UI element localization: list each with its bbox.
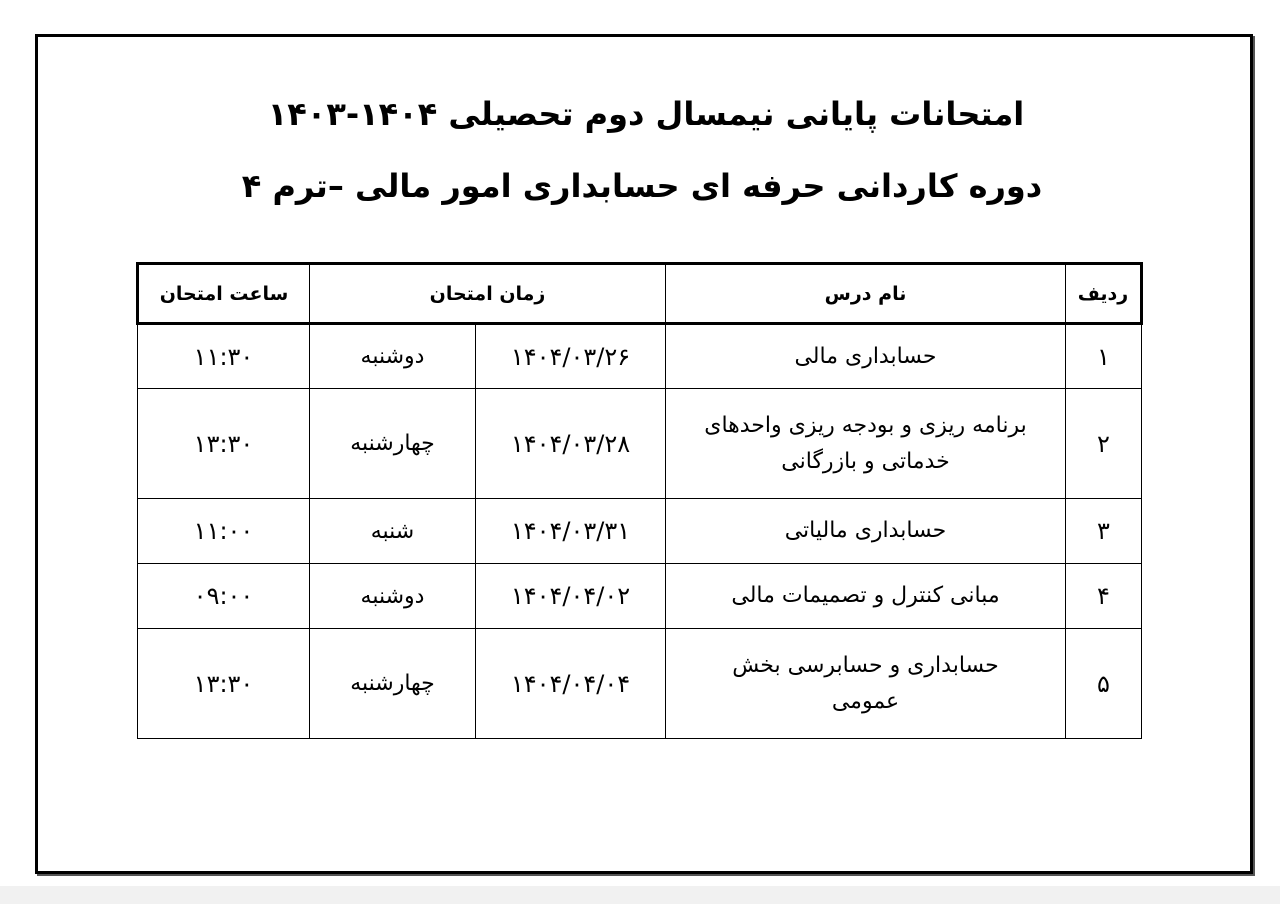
table-row <box>138 324 1142 389</box>
table-row <box>138 564 1142 629</box>
document-subtitle: دوره کاردانی حرفه ای حسابداری امور مالی –ترم ۴ <box>241 167 1043 205</box>
exam-date-cell: ۱۴۰۴/۰۴/۰۲ <box>476 564 666 629</box>
course-name-cell: حسابداری مالی <box>666 324 1066 389</box>
header-exam-date-time: زمان امتحان <box>310 264 666 324</box>
row-number-cell: ۵ <box>1066 629 1142 739</box>
row-number-cell: ۱ <box>1066 324 1142 389</box>
page-bottom-band <box>0 886 1280 904</box>
exam-hour-cell: ۰۹:۰۰ <box>138 564 310 629</box>
exam-hour-cell: ۱۱:۰۰ <box>138 499 310 564</box>
exam-weekday-cell: دوشنبه <box>310 564 476 629</box>
table-header-row <box>138 264 1142 324</box>
table-row <box>138 629 1142 739</box>
course-name-cell: برنامه ریزی و بودجه ریزی واحدهای خدماتی و بازرگانی <box>666 389 1066 499</box>
header-exam-hour: ساعت امتحان <box>138 264 310 324</box>
exam-schedule-table <box>136 262 1143 739</box>
course-name-cell: حسابداری مالیاتی <box>666 499 1066 564</box>
exam-date-cell: ۱۴۰۴/۰۴/۰۴ <box>476 629 666 739</box>
row-number-cell: ۴ <box>1066 564 1142 629</box>
exam-date-cell: ۱۴۰۴/۰۳/۳۱ <box>476 499 666 564</box>
row-number-cell: ۲ <box>1066 389 1142 499</box>
document-title: امتحانات پایانی نیمسال دوم تحصیلی ۱۴۰۴-۱۴۰۳ <box>267 95 1025 133</box>
course-name-cell: حسابداری و حسابرسی بخش عمومی <box>666 629 1066 739</box>
exam-weekday-cell: شنبه <box>310 499 476 564</box>
table-row <box>138 499 1142 564</box>
header-course-name: نام درس <box>666 264 1066 324</box>
header-row-number: ردیف <box>1066 264 1142 324</box>
exam-date-cell: ۱۴۰۴/۰۳/۲۶ <box>476 324 666 389</box>
exam-weekday-cell: دوشنبه <box>310 324 476 389</box>
exam-date-cell: ۱۴۰۴/۰۳/۲۸ <box>476 389 666 499</box>
exam-hour-cell: ۱۳:۳۰ <box>138 629 310 739</box>
exam-weekday-cell: چهارشنبه <box>310 629 476 739</box>
exam-weekday-cell: چهارشنبه <box>310 389 476 499</box>
row-number-cell: ۳ <box>1066 499 1142 564</box>
table-row <box>138 389 1142 499</box>
course-name-cell: مبانی کنترل و تصمیمات مالی <box>666 564 1066 629</box>
exam-hour-cell: ۱۱:۳۰ <box>138 324 310 389</box>
exam-hour-cell: ۱۳:۳۰ <box>138 389 310 499</box>
